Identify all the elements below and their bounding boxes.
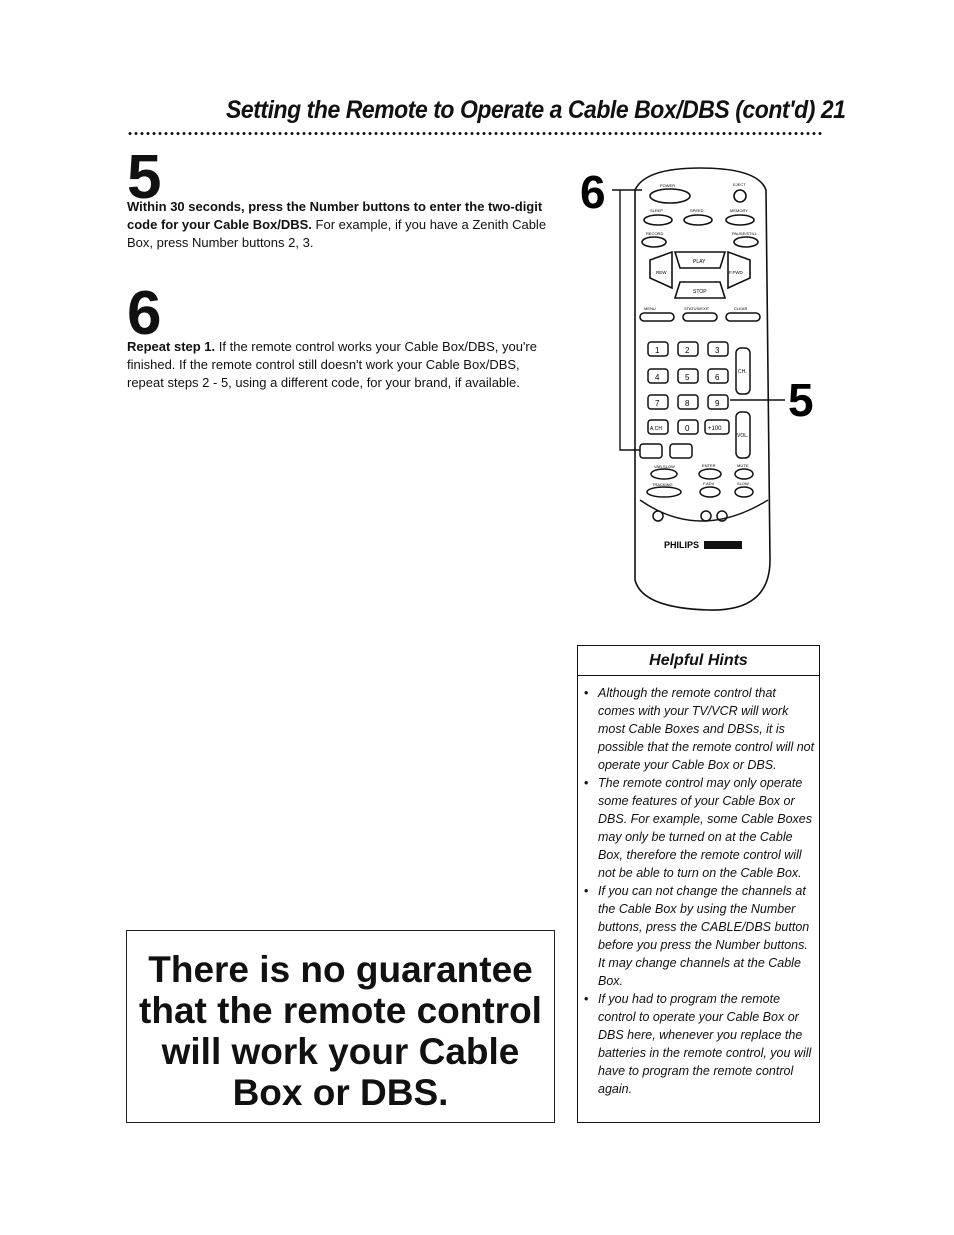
step-6-text [127,338,552,392]
helpful-hints-box [577,645,820,1123]
sleep-button [644,215,672,225]
key-9-label: 9 [715,399,720,408]
key-1-label: 1 [655,346,660,355]
hint-item [584,990,816,1098]
clear-button [726,313,760,321]
var-slow-button [651,469,677,479]
guarantee-notice-text: There is no guarantee that the remote control will work your Cable Box or DBS. [139,949,542,1113]
step-5-body: For example, if you have a Zenith Cable Box, press Number buttons 2, 3. [127,217,547,250]
key-7-label: 7 [655,399,660,408]
mute-button [735,469,753,479]
fadv-button [700,487,720,497]
key-3-label: 3 [715,346,720,355]
rew-label: REW [656,270,667,275]
varslow-label: VAR.SLOW [654,464,675,469]
cable-dbs-button [640,444,662,458]
key-8-label: 8 [685,399,690,408]
key-5-label: 5 [685,373,690,382]
bullet-icon: • [584,686,589,700]
step-6-number: 6 [127,279,162,348]
brand-badge [704,541,742,549]
remote-control-illustration [580,160,830,620]
sleep-label: SLEEP [650,208,663,213]
tv-vcr-button [670,444,692,458]
lower-button-2 [701,511,711,521]
enter-button [699,469,721,479]
step-6-body: If the remote control works your Cable Box/DBS, you're finished. If the remote control still doesn't work your Cable Box/DBS, repeat steps 2 - 5, using a different code, for your brand, if available. [127,339,537,390]
hint-text: If you had to program the remote control to operate your Cable Box or DBS here, whenever you replace the batteries in the remote control, you will have to program the remote control again. [598,992,812,1096]
helpful-hints-list [584,684,816,1098]
record-button [642,237,666,247]
bullet-icon: • [584,884,589,898]
fadv-label: F.ADV [703,481,715,486]
plus100-label: +100 [708,426,722,432]
hint-item [584,774,816,882]
brand-label: PHILIPS [664,540,700,550]
remote-control-drawing [580,160,830,620]
callout-6: 6 [580,166,606,218]
step-5-lead: Within 30 seconds, press the Number buttons to enter the two-digit code for your Cable Box/DBS. [127,199,543,232]
hint-item [584,684,816,774]
enter-label: ENTER [702,463,716,468]
hint-item [584,882,816,990]
hint-text: The remote control may only operate some features of your Cable Box or DBS. For example, some Cable Boxes may only be turned on at the Cable Box, therefore the remote control will not be able to turn on the Cable Box. [598,776,812,880]
speed-label: SPEED [690,208,704,213]
guarantee-notice-box [126,930,555,1123]
key-6-label: 6 [715,373,720,382]
memory-label: MEMORY [730,208,748,213]
menu-button [640,313,674,321]
page-title: Setting the Remote to Operate a Cable Box/DBS (cont'd) 21 [226,96,846,124]
bullet-icon: • [584,992,589,1006]
step-5-number: 5 [127,143,162,212]
key-4-label: 4 [655,373,660,382]
helpful-hints-title: Helpful Hints [578,646,819,676]
power-button [650,189,690,203]
eject-label: EJECT [733,182,746,187]
status-label: STATUS/EXIT [684,306,710,311]
hint-text: If you can not change the channels at the Cable Box by using the Number buttons, press the CABLE/DBS button before you press the Number buttons. It may change channels at the Cable Box. [598,884,810,988]
dotted-rule [127,131,822,136]
step-6-lead: Repeat step 1. [127,339,216,354]
slow-label: SLOW [737,481,749,486]
slow-button [735,487,753,497]
bullet-icon: • [584,776,589,790]
eject-button [734,190,746,202]
pause-label: PAUSE/STILL [732,231,758,236]
tracking-label: TRACKING [652,482,673,487]
record-label: RECORD [646,231,664,236]
play-label: PLAY [693,259,706,265]
memory-button [726,215,754,225]
clear-label: CLEAR [734,306,748,311]
key-0-label: 0 [685,424,690,433]
pause-button [734,237,758,247]
ch-label: CH. [738,369,747,375]
vol-label: VOL. [737,433,749,439]
speed-button [684,215,712,225]
step-5-text [127,198,552,252]
callout-5: 5 [788,374,814,426]
mute-label: MUTE [737,463,749,468]
menu-label: MENU [644,306,656,311]
power-label: POWER [660,183,676,188]
status-exit-button [683,313,717,321]
tracking-button [647,487,681,497]
ach-label: A.CH [650,426,662,432]
hint-text: Although the remote control that comes with your TV/VCR will work most Cable Boxes and DBSs, it is possible that the remote control will not operate your Cable Box or DBS. [598,686,815,772]
stop-label: STOP [693,289,707,295]
key-2-label: 2 [685,346,690,355]
ffwd-label: F.FWD [729,270,743,275]
